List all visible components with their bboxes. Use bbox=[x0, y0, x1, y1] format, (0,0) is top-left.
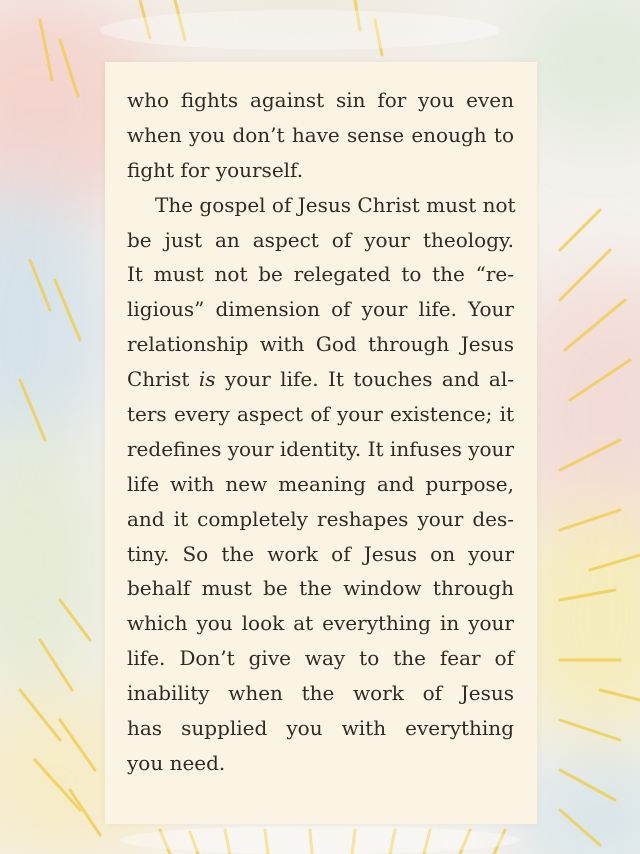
passage-line: redefines your identity. It infuses your bbox=[127, 436, 514, 461]
emphasized-word: is bbox=[198, 367, 216, 392]
passage-line: be just an aspect of your theology. bbox=[127, 227, 514, 252]
passage-line: which you look at everything in your bbox=[127, 611, 514, 636]
passage-line: It must not be relegated to the “re- bbox=[127, 262, 514, 287]
passage-line: behalf must be the window through bbox=[127, 576, 514, 601]
passage-line: and it completely reshapes your des- bbox=[127, 506, 514, 531]
passage-line: tiny. So the work of Jesus on your bbox=[127, 541, 514, 566]
passage-line: ligious” dimension of your life. Your bbox=[127, 297, 514, 322]
passage-line: when you don’t have sense enough to bbox=[127, 122, 514, 147]
passage-line-with-emphasis bbox=[127, 362, 514, 397]
passage-line: The gospel of Jesus Christ must not bbox=[155, 192, 516, 217]
text-card bbox=[105, 62, 537, 824]
passage-line: has supplied you with everything bbox=[127, 716, 514, 741]
passage-line: you need. bbox=[127, 750, 226, 775]
passage-line: inability when the work of Jesus bbox=[127, 681, 514, 706]
passage-line: fight for yourself. bbox=[127, 157, 304, 182]
passage-line: life. Don’t give way to the fear of bbox=[127, 646, 514, 671]
passage-line: relationship with God through Jesus bbox=[127, 332, 514, 357]
passage-line: who fights against sin for you even bbox=[127, 88, 514, 112]
passage-line: life with new meaning and purpose, bbox=[127, 471, 514, 496]
passage-line: ters every aspect of your existence; it bbox=[127, 402, 514, 427]
passage-text-segment: Christ bbox=[127, 367, 199, 392]
passage-text bbox=[127, 83, 514, 781]
passage-text-segment: your life. It touches and al- bbox=[215, 367, 514, 392]
